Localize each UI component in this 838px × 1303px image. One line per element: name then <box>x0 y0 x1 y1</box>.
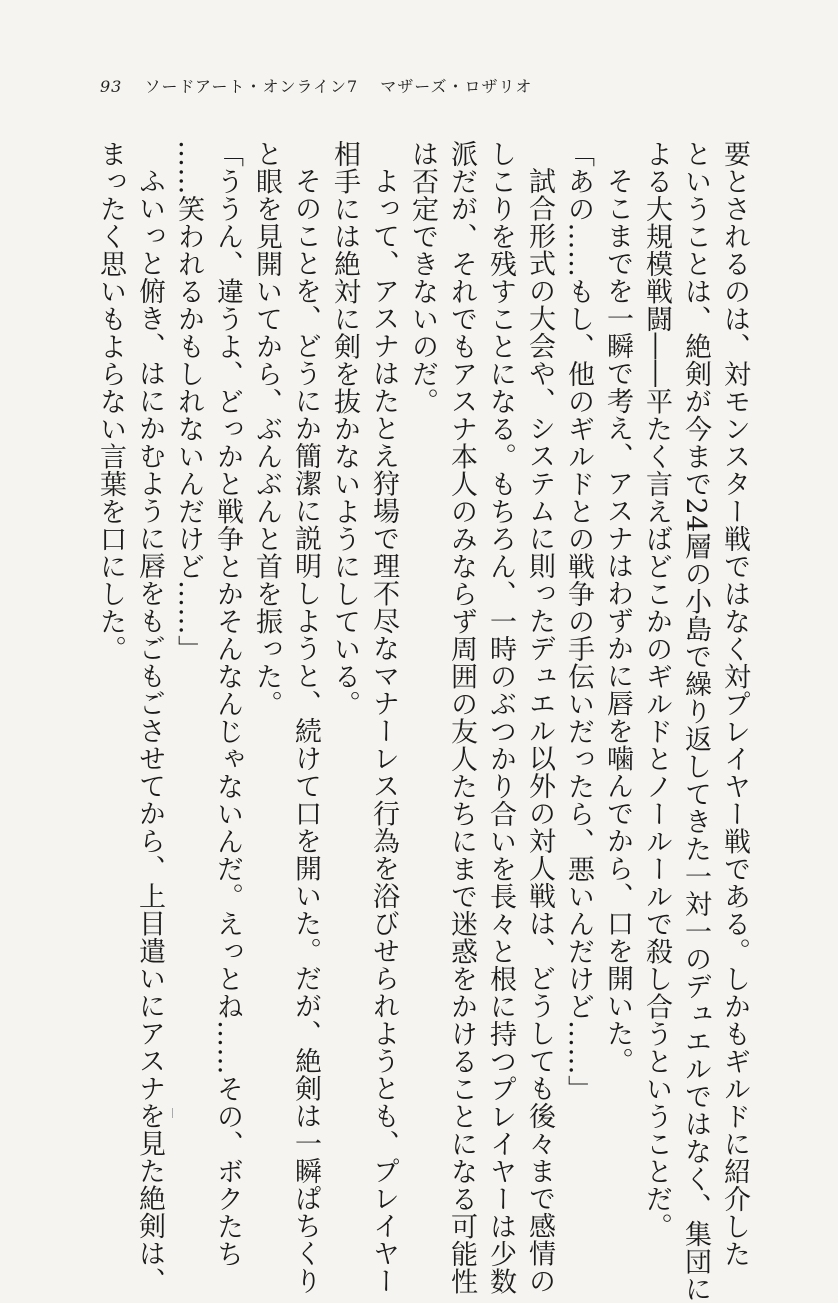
running-header <box>100 74 532 97</box>
page-number: 93 <box>100 77 123 96</box>
text-column: 派だが、それでもアスナ本人のみならず周囲の友人たちにまで迷惑をかけることになる可能性 <box>446 140 477 1295</box>
book-title: ソードアート・オンライン7 <box>144 77 359 96</box>
text-column: ふいっと俯き、はにかむように唇をもごもごさせてから、上目遣いにアスナを見た絶剣は、 <box>134 167 165 1295</box>
text-column: 要とされるのは、対モンスター戦ではなく対プレイヤー戦である。しかもギルドに紹介した <box>719 140 750 1268</box>
text-column: 「あの……もし、他のギルドとの戦争の手伝いだったら、悪いんだけど……」 <box>563 140 594 1103</box>
text-column: と眼を見開いてから、ぶんぶんと首を振った。 <box>251 140 282 718</box>
text-column: そこまでを一瞬で考え、アスナはわずかに唇を噛んでから、口を開いた。 <box>602 167 633 1075</box>
text-column: よって、アスナはたとえ狩場で理不尽なマナーレス行為を浴びせられようとも、プレイヤー <box>368 167 399 1295</box>
text-column: よる大規模戦闘――平たく言えばどこかのギルドとノールールで殺し合うということだ。 <box>641 140 672 1240</box>
text-column: しこりを残すことになる。もちろん、一時のぶつかり合いを長々と根に持つプレイヤーは少数 <box>485 140 516 1295</box>
text-column: ……笑われるかもしれないんだけど……」 <box>173 140 204 663</box>
chapter-title: マザーズ・ロザリオ <box>380 77 533 96</box>
text-column: ということは、絶剣が今まで24層の小島で繰り返してきた一対一のデュエルではなく、集団に <box>680 140 711 1303</box>
body-text <box>82 140 752 1303</box>
text-column: まったく思いもよらない言葉を口にした。 <box>95 140 126 663</box>
text-column: 「ううん、違うよ、どっかと戦争とかそんなんじゃないんだ。えっとね……その、ボクたち <box>212 140 243 1268</box>
text-column: 相手には絶対に剣を抜かないようにしている。 <box>329 140 360 718</box>
print-mark <box>172 1108 173 1118</box>
text-column: は否定できないのだ。 <box>407 140 438 415</box>
text-column: そのことを、どうにか簡潔に説明しようと、続けて口を開いた。だが、絶剣は一瞬ぱちくり <box>290 167 321 1295</box>
text-column: 試合形式の大会や、システムに則ったデュエル以外の対人戦は、どうしても後々まで感情の <box>524 167 555 1295</box>
